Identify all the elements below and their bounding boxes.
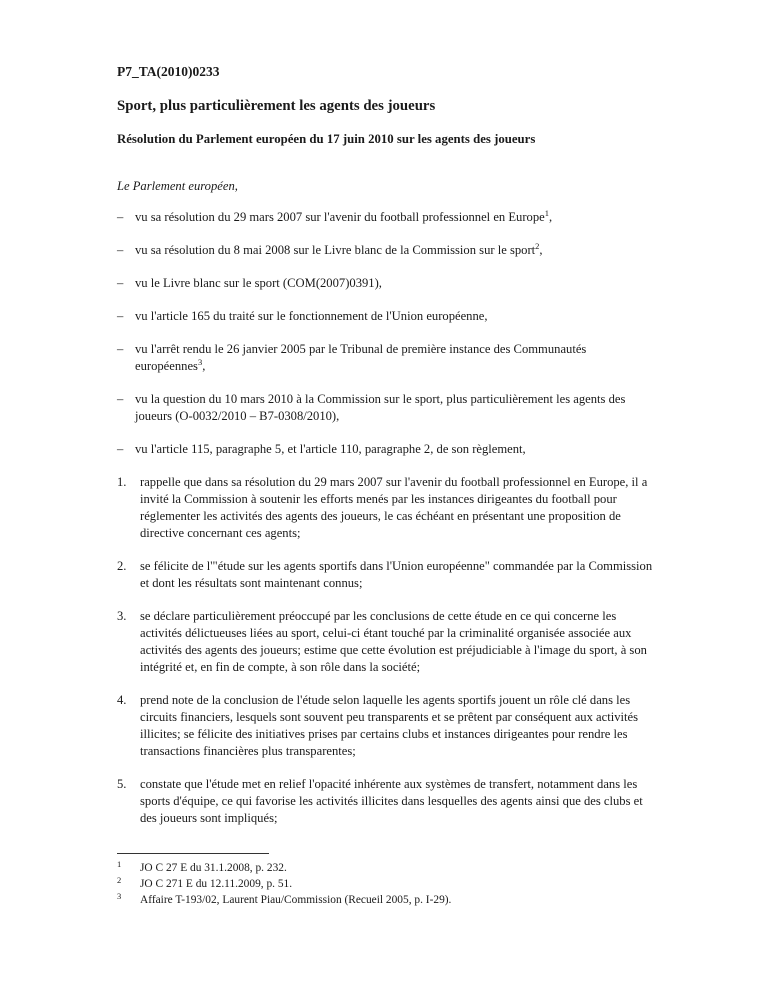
preamble-intro: Le Parlement européen, <box>117 179 238 193</box>
citation-item <box>117 341 657 375</box>
footnote-separator <box>117 853 269 854</box>
citation-text <box>135 308 657 325</box>
citation-item <box>117 308 657 325</box>
paragraph-text: se félicite de l'"étude sur les agents sportifs dans l'Union européenne" commandée par la Commission et dont les résultats sont maintenant connus; <box>140 559 653 590</box>
footnote-item <box>117 890 657 909</box>
citation-text <box>135 242 657 259</box>
footnote-item <box>117 874 657 893</box>
citation-text <box>135 209 657 226</box>
citation-item <box>117 391 657 425</box>
document-content <box>117 64 657 909</box>
document-title: Sport, plus particulièrement les agents des joueurs <box>117 98 436 114</box>
footnote-ref: 1 <box>544 207 549 218</box>
citation-dash: – <box>117 342 124 356</box>
numbered-paragraph <box>117 776 657 827</box>
citation-tail: , <box>548 210 553 224</box>
paragraph-number: 4. <box>117 693 127 707</box>
footnote-number: 1 <box>117 859 122 869</box>
citation-text <box>135 275 657 292</box>
citation-body: vu l'article 165 du traité sur le fonctionnement de l'Union européenne, <box>135 309 488 323</box>
paragraph-number: 5. <box>117 777 127 791</box>
citation-text <box>135 441 657 458</box>
citation-item <box>117 242 657 259</box>
footnote-ref: 2 <box>535 240 540 251</box>
document-number: P7_TA(2010)0233 <box>117 64 220 79</box>
footnotes-section <box>117 853 657 909</box>
citation-body: vu la question du 10 mars 2010 à la Commission sur le sport, plus particulièrement les agents des joueurs (O-0032/2010 – B7-0308/2010), <box>135 392 626 423</box>
paragraph-text: constate que l'étude met en relief l'opacité inhérente aux systèmes de transfert, notamment dans les sports d'équipe, ce qui favorise les activités illicites dans lesquelles des agents ainsi que des clubs et des joueurs sont impliqués; <box>140 777 643 825</box>
document-subtitle: Résolution du Parlement européen du 17 juin 2010 sur les agents des joueurs <box>117 132 536 146</box>
numbered-paragraph <box>117 474 657 542</box>
citation-dash: – <box>117 276 124 290</box>
citation-body: vu l'arrêt rendu le 26 janvier 2005 par le Tribunal de première instance des Communautés européennes <box>135 342 587 373</box>
citation-item <box>117 209 657 226</box>
citation-body: vu sa résolution du 29 mars 2007 sur l'avenir du football professionnel en Europe <box>135 210 545 224</box>
footnote-ref: 3 <box>197 356 203 367</box>
citation-dash: – <box>117 442 124 456</box>
footnote-number: 2 <box>117 874 122 885</box>
paragraph-text: prend note de la conclusion de l'étude selon laquelle les agents sportifs jouent un rôle clé dans les circuits financiers, lesquels sont souvent peu transparents et se prêtent par conséquent aux activités illicites; se félicite des initiatives prises par certains clubs et instances dirigeantes pour rendre les transactions financières plus transparentes; <box>140 693 638 758</box>
citation-dash: – <box>117 392 124 406</box>
paragraph-number: 3. <box>117 609 127 623</box>
citation-tail: , <box>539 243 543 257</box>
footnote-text: Affaire T-193/02, Laurent Piau/Commission (Recueil 2005, p. I-29). <box>140 893 452 906</box>
citation-dash: – <box>117 210 124 224</box>
paragraph-text: se déclare particulièrement préoccupé par les conclusions de cette étude en ce qui concerne les activités délictueuses liées au sport, celui-ci étant touché par la criminalité organisée associée aux activités des agents des joueurs; estime que cette évolution est préjudiciable à l'image du sport, à son intégrité et, en fin de compte, à son rôle dans la société; <box>140 609 647 674</box>
footnote-item <box>117 861 657 877</box>
citation-item <box>117 275 657 292</box>
numbered-paragraph <box>117 692 657 760</box>
citation-item <box>117 441 657 458</box>
citation-body: vu l'article 115, paragraphe 5, et l'article 110, paragraphe 2, de son règlement, <box>135 442 526 456</box>
citation-text <box>135 341 657 375</box>
citation-dash: – <box>117 309 124 323</box>
citation-body: vu le Livre blanc sur le sport (COM(2007)0391), <box>135 276 382 290</box>
footnote-number: 3 <box>117 890 122 901</box>
citation-text <box>135 391 657 425</box>
footnote-text: JO C 27 E du 31.1.2008, p. 232. <box>140 862 287 874</box>
numbered-paragraph <box>117 558 657 592</box>
footnote-text: JO C 271 E du 12.11.2009, p. 51. <box>140 877 293 890</box>
paragraph-number: 1. <box>117 475 127 489</box>
citation-body: vu sa résolution du 8 mai 2008 sur le Livre blanc de la Commission sur le sport <box>135 243 536 257</box>
citation-tail: , <box>202 359 206 373</box>
numbered-paragraph <box>117 608 657 676</box>
paragraph-number: 2. <box>117 559 127 573</box>
citation-dash: – <box>117 243 124 257</box>
paragraph-text: rappelle que dans sa résolution du 29 mars 2007 sur l'avenir du football professionnel en Europe, il a invité la Commission à soutenir les efforts menés par les instances dirigeantes du football pour réglementer les activités des agents des joueurs, le cas échéant en présentant une proposition de directive concernant ces agents; <box>140 475 648 540</box>
